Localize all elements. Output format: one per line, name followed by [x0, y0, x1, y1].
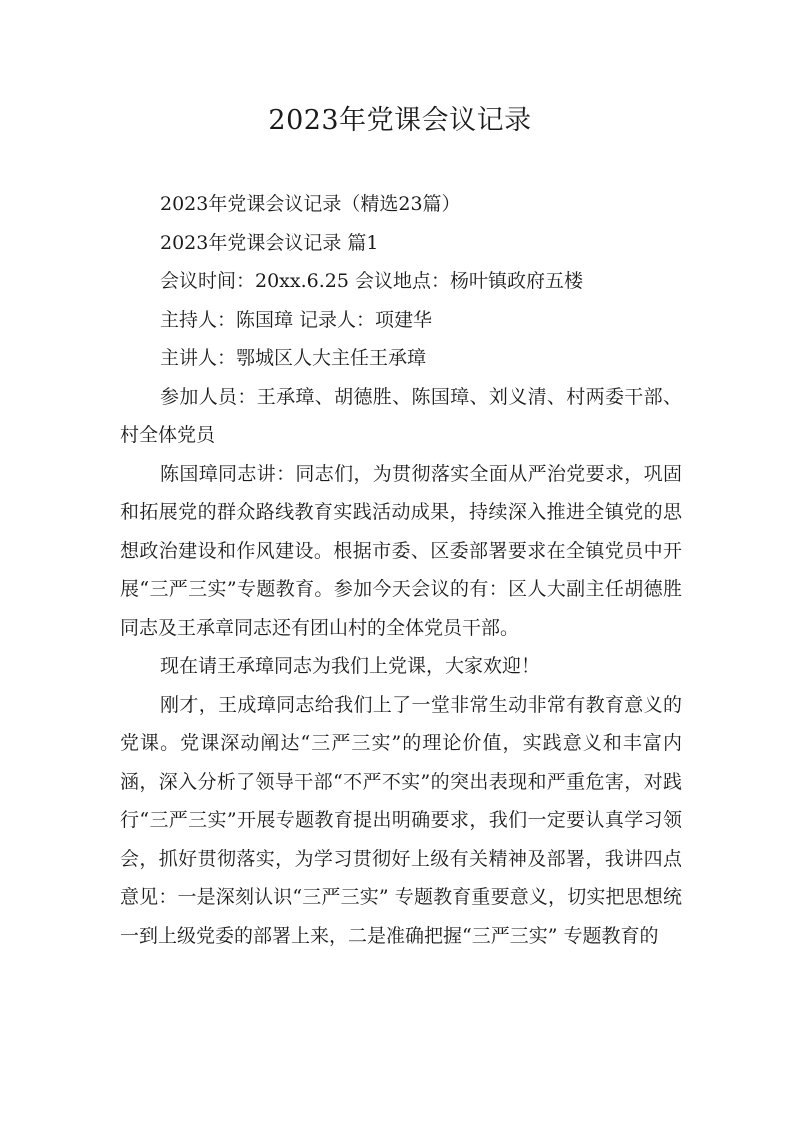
invitation: 现在请王承璋同志为我们上党课，大家欢迎！ — [160, 655, 541, 677]
opening-remarks: 陈国璋同志讲：同志们，为贯彻落实全面从严治党要求，巩固和拓展党的群众路线教育实践活动成果，持续深入推进全镇党的思想政治建设和作风建设。根据市委、区委部署要求在全镇党员中开展“三严三实”专题教育。参加今天会议的有：区人大副主任胡德胜同志及王承章同志还有团山村的全体党员干部。 — [120, 462, 682, 639]
subtitle-line: 2023年党课会议记录（精选23篇） — [160, 193, 461, 215]
attendees: 参加人员：王承璋、胡德胜、陈国璋、刘义清、村两委干部、村全体党员 — [120, 385, 682, 446]
document-body — [120, 185, 682, 955]
host-recorder: 主持人：陈国璋 记录人：项建华 — [160, 308, 433, 331]
summary-remarks: 刚才，王成璋同志给我们上了一堂非常生动非常有教育意义的党课。党课深动阐达“三严三实”的理论价值，实践意义和丰富内涵，深入分析了领导干部“不严不实”的突出表现和严重危害，对践行“三严三实”开展专题教育提出明确要求，我们一定要认真学习领会，抓好贯彻落实，为学习贯彻好上级有关精神及部署，我讲四点意见：一是深刻认识“三严三实” 专题教育重要意义，切实把思想统一到上级党委的部署上来，二是准确把握“三严三实” 专题教育的 — [120, 693, 682, 947]
speaker: 主讲人：鄂城区人大主任王承璋 — [160, 347, 427, 369]
section-heading: 2023年党课会议记录 篇1 — [160, 231, 379, 254]
document-title: 2023年党课会议记录 — [268, 105, 532, 136]
meeting-time-place: 会议时间：20xx.6.25 会议地点：杨叶镇政府五楼 — [160, 270, 583, 292]
